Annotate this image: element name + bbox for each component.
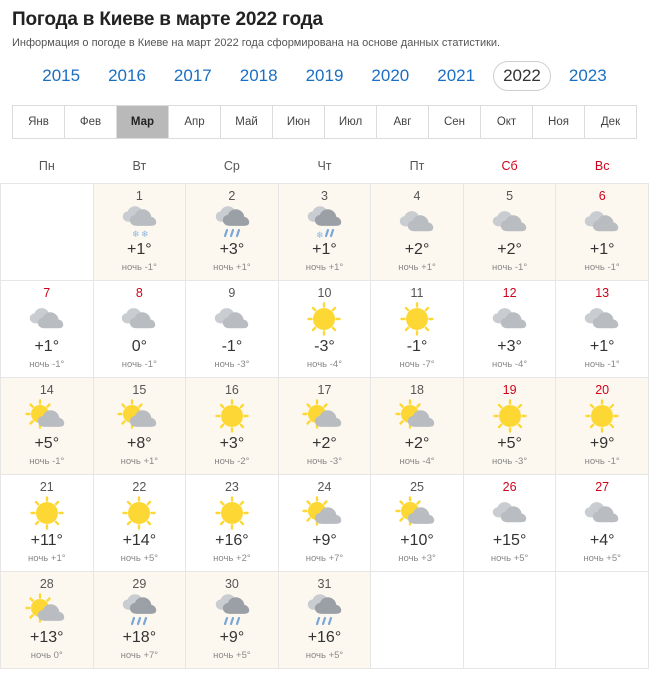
night-temperature: ночь +5° <box>490 553 529 564</box>
month-tab-Апр[interactable]: Апр <box>169 106 221 138</box>
cloud-rain-icon <box>186 593 278 627</box>
sun-cloud-icon <box>94 399 186 433</box>
day-temperature: +5° <box>34 435 60 452</box>
month-tab-Июл[interactable]: Июл <box>325 106 377 138</box>
day-number: 11 <box>410 286 424 300</box>
weekday-header-Вс: Вс <box>594 159 610 173</box>
day-temperature: +14° <box>122 532 157 549</box>
cloud-snow-icon <box>94 205 186 239</box>
day-number: 18 <box>410 383 424 397</box>
month-tab-Сен[interactable]: Сен <box>429 106 481 138</box>
calendar-cell-empty <box>556 572 649 669</box>
calendar-day-cell[interactable] <box>93 572 186 669</box>
sun-cloud-icon <box>371 496 463 530</box>
night-temperature: ночь +1° <box>398 262 436 273</box>
cloud-rain-icon <box>94 593 186 627</box>
calendar-week-row <box>1 475 649 572</box>
day-temperature: +15° <box>492 532 527 549</box>
year-option-2023[interactable]: 2023 <box>568 66 607 85</box>
night-temperature: ночь -1° <box>492 262 528 273</box>
month-selector <box>12 105 637 139</box>
sun-icon <box>186 496 278 530</box>
night-temperature: ночь -3° <box>492 456 528 467</box>
weekday-header-row <box>1 153 649 184</box>
day-number: 20 <box>595 383 610 397</box>
svg-text:❄: ❄ <box>141 230 149 240</box>
year-option-2016[interactable]: 2016 <box>108 66 146 85</box>
night-temperature: ночь +5° <box>305 650 344 661</box>
day-number: 22 <box>132 480 147 494</box>
day-temperature: -1° <box>406 338 428 355</box>
calendar-day-cell[interactable] <box>556 475 649 572</box>
day-number: 30 <box>224 577 239 591</box>
day-temperature: +1° <box>312 241 337 258</box>
calendar-day-cell[interactable] <box>278 281 371 378</box>
day-temperature: +2° <box>404 435 430 452</box>
calendar-day-cell[interactable] <box>463 475 556 572</box>
day-temperature: +10° <box>400 532 434 549</box>
calendar-day-cell[interactable] <box>278 378 371 475</box>
calendar-day-cell[interactable] <box>186 475 279 572</box>
night-temperature: ночь +7° <box>120 650 159 661</box>
day-number: 26 <box>502 480 517 494</box>
calendar-day-cell[interactable] <box>186 572 279 669</box>
night-temperature: ночь +5° <box>120 553 159 564</box>
month-tab-Окт[interactable]: Окт <box>481 106 533 138</box>
sun-icon <box>464 399 556 433</box>
day-number: 5 <box>506 189 514 203</box>
calendar-day-cell[interactable] <box>1 572 94 669</box>
calendar-day-cell[interactable] <box>371 378 464 475</box>
cloudy-icon <box>186 302 278 336</box>
sun-icon <box>556 399 648 433</box>
calendar-cell-empty <box>1 184 94 281</box>
calendar-day-cell[interactable] <box>93 184 186 281</box>
calendar-cell-empty <box>371 572 464 669</box>
calendar-day-cell[interactable] <box>371 281 464 378</box>
calendar-week-row <box>1 572 649 669</box>
day-number: 31 <box>317 577 332 591</box>
day-number: 3 <box>320 189 328 203</box>
day-temperature: +18° <box>122 629 157 646</box>
day-number: 12 <box>502 286 517 300</box>
calendar-day-cell[interactable] <box>278 572 371 669</box>
day-number: 23 <box>224 480 239 494</box>
month-tab-Июн[interactable]: Июн <box>273 106 325 138</box>
day-temperature: +16° <box>307 629 342 646</box>
day-number: 27 <box>595 480 610 494</box>
day-temperature: +9° <box>219 629 245 646</box>
year-option-2018[interactable]: 2018 <box>239 66 278 85</box>
night-temperature: ночь -3° <box>214 359 250 370</box>
calendar-week-row <box>1 281 649 378</box>
day-temperature: +9° <box>312 532 337 549</box>
night-temperature: ночь 0° <box>30 650 63 661</box>
night-temperature: ночь -1° <box>584 359 620 370</box>
calendar-day-cell[interactable] <box>1 281 94 378</box>
night-temperature: ночь -4° <box>492 359 528 370</box>
cloud-rain-icon <box>186 205 278 239</box>
day-temperature: +2° <box>497 241 522 258</box>
night-temperature: ночь -1° <box>121 359 157 370</box>
sun-icon <box>371 302 463 336</box>
weekday-header-Сб: Сб <box>501 159 518 173</box>
sun-icon <box>1 496 93 530</box>
night-temperature: ночь -1° <box>29 359 65 370</box>
day-number: 19 <box>502 383 517 397</box>
year-option-2020[interactable]: 2020 <box>371 66 410 85</box>
night-temperature: ночь -2° <box>214 456 250 467</box>
month-tab-Фев[interactable]: Фев <box>65 106 117 138</box>
sun-cloud-icon <box>279 496 371 530</box>
weekday-header-Ср: Ср <box>223 159 240 173</box>
night-temperature: ночь +2° <box>213 553 251 564</box>
day-number: 17 <box>317 383 332 397</box>
day-number: 6 <box>598 189 606 203</box>
day-number: 1 <box>135 189 143 203</box>
sun-icon <box>94 496 186 530</box>
day-temperature: +1° <box>127 241 152 258</box>
cloud-rain-icon <box>279 593 371 627</box>
weekday-header-Пн: Пн <box>38 159 55 173</box>
day-temperature: -1° <box>221 338 243 355</box>
day-number: 29 <box>132 577 147 591</box>
day-temperature: +4° <box>589 532 615 549</box>
weekday-header-Вт: Вт <box>132 159 147 173</box>
night-temperature: ночь +5° <box>213 650 251 661</box>
day-temperature: +1° <box>589 338 615 355</box>
calendar-day-cell[interactable] <box>1 378 94 475</box>
cloudy-icon <box>94 302 186 336</box>
day-temperature: +13° <box>30 629 64 646</box>
month-tab-Ноя[interactable]: Ноя <box>533 106 585 138</box>
day-number: 25 <box>410 480 424 494</box>
night-temperature: ночь +1° <box>120 456 159 467</box>
weekday-header-Пт: Пт <box>409 159 425 173</box>
cloudy-icon <box>464 302 556 336</box>
cloudy-icon <box>556 205 648 239</box>
svg-text:❄: ❄ <box>132 230 140 240</box>
day-number: 8 <box>135 286 143 300</box>
calendar-day-cell[interactable] <box>556 281 649 378</box>
night-temperature: ночь +1° <box>28 553 66 564</box>
day-temperature: +3° <box>219 435 245 452</box>
night-temperature: ночь -3° <box>306 456 343 467</box>
night-temperature: ночь -1° <box>584 456 620 467</box>
day-temperature: +1° <box>34 338 60 355</box>
svg-text:❄: ❄ <box>316 231 325 241</box>
month-tab-Май[interactable]: Май <box>221 106 273 138</box>
day-number: 13 <box>595 286 610 300</box>
calendar-week-row <box>1 378 649 475</box>
night-temperature: ночь +1° <box>305 262 344 273</box>
calendar-day-cell[interactable] <box>463 281 556 378</box>
calendar-day-cell[interactable] <box>93 475 186 572</box>
day-temperature: +1° <box>589 241 615 258</box>
day-number: 15 <box>132 383 147 397</box>
cloud-rain-snow-icon <box>279 205 371 239</box>
year-option-2019[interactable]: 2019 <box>305 66 344 85</box>
night-temperature: ночь +3° <box>398 553 436 564</box>
calendar-day-cell[interactable] <box>186 378 279 475</box>
sun-cloud-icon <box>279 399 371 433</box>
cloudy-icon <box>464 205 556 239</box>
day-number: 2 <box>228 189 236 203</box>
day-temperature: +5° <box>497 435 522 452</box>
month-tab-Янв[interactable]: Янв <box>13 106 65 138</box>
night-temperature: ночь -1° <box>29 456 65 467</box>
calendar-day-cell[interactable] <box>278 475 371 572</box>
calendar-day-cell[interactable] <box>463 378 556 475</box>
cloudy-icon <box>371 205 463 239</box>
calendar-day-cell[interactable] <box>186 281 279 378</box>
night-temperature: ночь +1° <box>213 262 251 273</box>
day-temperature: +2° <box>404 241 430 258</box>
day-number: 21 <box>39 480 54 494</box>
night-temperature: ночь +7° <box>305 553 344 564</box>
day-number: 14 <box>39 383 54 397</box>
cloudy-icon <box>556 302 648 336</box>
day-temperature: 0° <box>131 338 147 355</box>
day-number: 9 <box>228 286 236 300</box>
calendar-day-cell[interactable] <box>93 378 186 475</box>
day-number: 7 <box>43 286 51 300</box>
calendar-day-cell[interactable] <box>371 475 464 572</box>
calendar-day-cell[interactable] <box>463 184 556 281</box>
weekday-header-Чт: Чт <box>317 159 332 173</box>
calendar-day-cell[interactable] <box>186 184 279 281</box>
day-temperature: +2° <box>312 435 337 452</box>
night-temperature: ночь -4° <box>306 359 343 370</box>
year-option-2017[interactable]: 2017 <box>173 66 212 85</box>
day-temperature: -3° <box>314 338 335 355</box>
day-number: 10 <box>317 286 332 300</box>
cloudy-icon <box>556 496 648 530</box>
month-tab-Дек[interactable]: Дек <box>585 106 637 138</box>
night-temperature: ночь -1° <box>121 262 157 273</box>
calendar-cell-empty <box>463 572 556 669</box>
year-option-2021[interactable]: 2021 <box>437 66 476 85</box>
sun-icon <box>186 399 278 433</box>
calendar-day-cell[interactable] <box>1 475 94 572</box>
sun-cloud-icon <box>1 399 93 433</box>
sun-cloud-icon <box>371 399 463 433</box>
month-tab-Мар[interactable]: Мар <box>117 106 169 138</box>
day-number: 24 <box>317 480 332 494</box>
day-number: 4 <box>413 189 421 203</box>
sun-cloud-icon <box>1 593 93 627</box>
sun-icon <box>279 302 371 336</box>
calendar-day-cell[interactable] <box>93 281 186 378</box>
year-option-2022[interactable]: 2022 <box>493 61 551 91</box>
night-temperature: ночь +5° <box>583 553 621 564</box>
calendar-day-cell[interactable] <box>278 184 371 281</box>
day-number: 16 <box>224 383 239 397</box>
page-subtitle: Информация о погоде в Киеве на март 2022 года сформирована на основе данных статистики. <box>12 37 501 49</box>
day-temperature: +9° <box>589 435 615 452</box>
night-temperature: ночь -7° <box>399 359 435 370</box>
year-selector <box>0 61 649 91</box>
calendar-day-cell[interactable] <box>371 184 464 281</box>
day-temperature: +3° <box>497 338 522 355</box>
weather-calendar <box>0 153 649 669</box>
calendar-day-cell[interactable] <box>556 378 649 475</box>
year-option-2015[interactable]: 2015 <box>42 66 81 85</box>
day-number: 28 <box>39 577 54 591</box>
day-temperature: +11° <box>30 532 63 549</box>
calendar-day-cell[interactable] <box>556 184 649 281</box>
day-temperature: +3° <box>219 241 245 258</box>
day-temperature: +16° <box>215 532 249 549</box>
night-temperature: ночь -4° <box>399 456 435 467</box>
calendar-week-row <box>1 184 649 281</box>
month-tab-Авг[interactable]: Авг <box>377 106 429 138</box>
cloudy-icon <box>1 302 93 336</box>
night-temperature: ночь -1° <box>584 262 620 273</box>
day-temperature: +8° <box>127 435 152 452</box>
page-title: Погода в Киеве в марте 2022 года <box>12 9 323 30</box>
cloudy-icon <box>464 496 556 530</box>
